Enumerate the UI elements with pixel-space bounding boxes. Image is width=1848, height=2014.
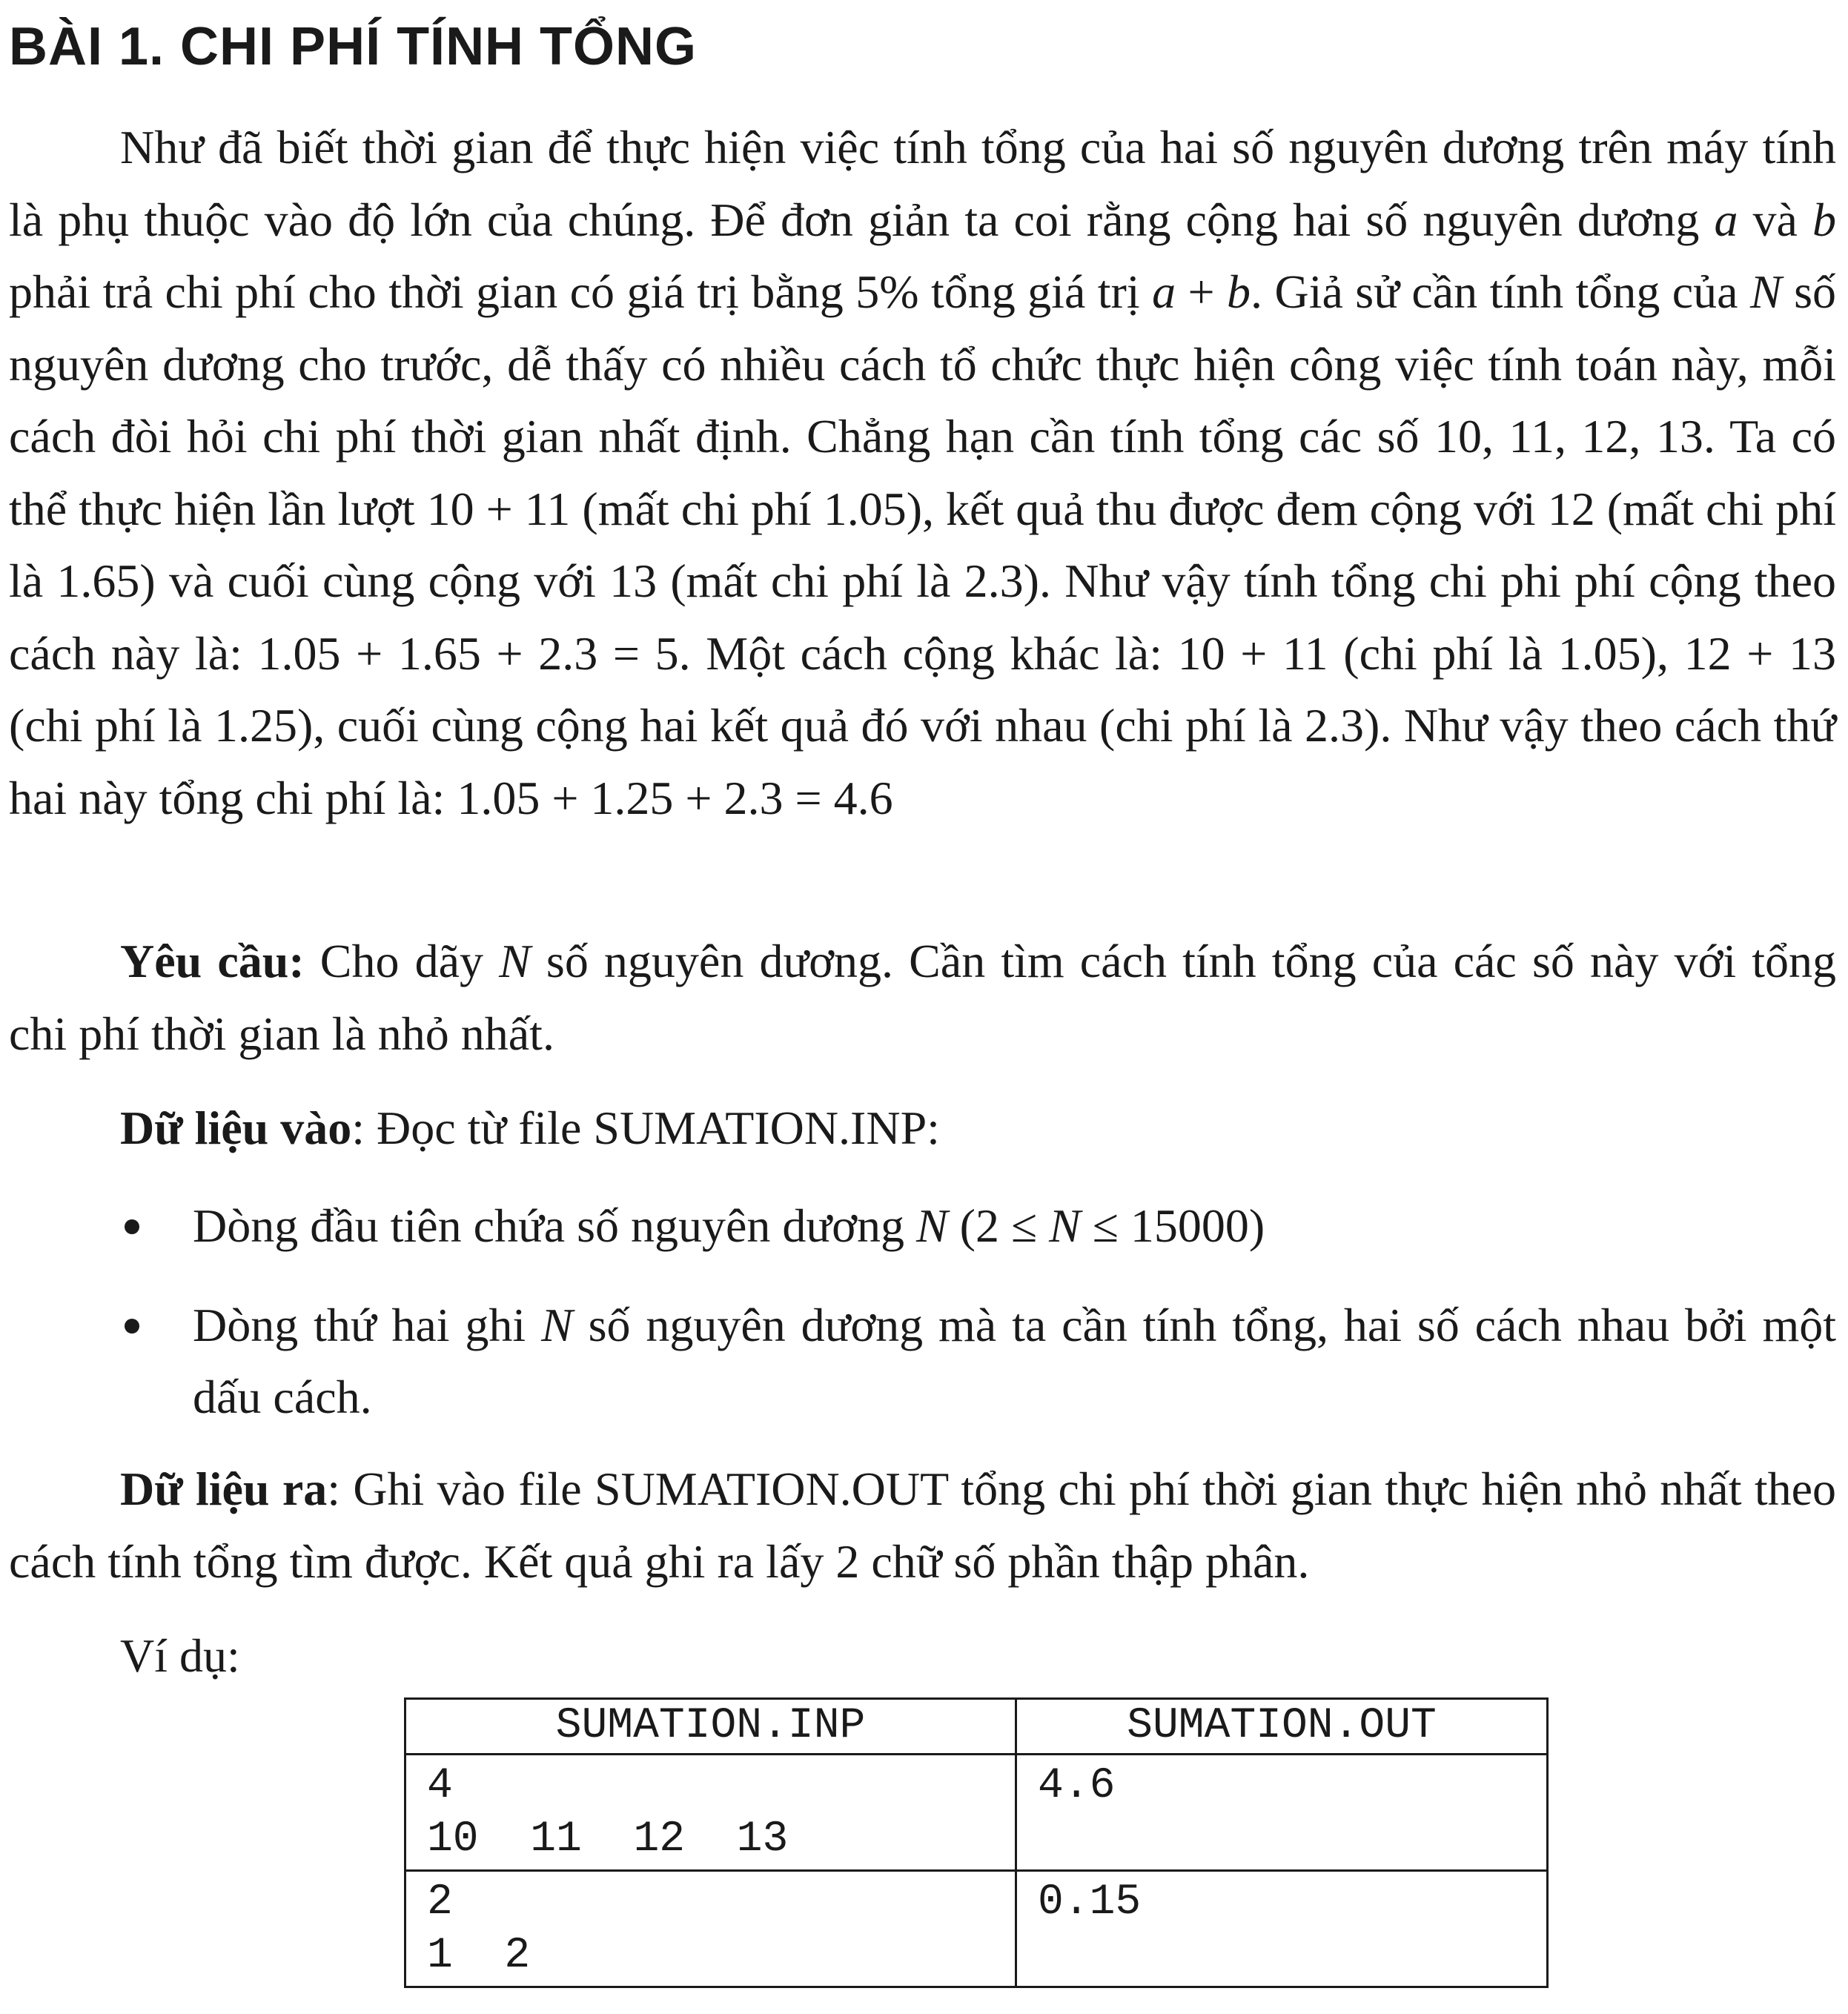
- problem-title: BÀI 1. CHI PHÍ TÍNH TỔNG: [9, 17, 698, 76]
- var-a: a: [1714, 193, 1738, 246]
- input-label: Dữ liệu vào: [120, 1102, 352, 1154]
- input-bullet-item: [111, 1190, 1836, 1262]
- bullet-text: (2 ≤: [947, 1199, 1050, 1252]
- example-table: [404, 1697, 1549, 1988]
- intro-text-3: phải trả chi phí cho thời gian có giá trị bằng 5% tổng giá trị: [9, 265, 1153, 318]
- table-row: [405, 1871, 1548, 1987]
- bullet-icon: [125, 1319, 139, 1334]
- output-text: : Ghi vào file SUMATION.OUT tổng chi phí thời gian thực hiện nhỏ nhất theo cách tính tổng tìm được. Kết quả ghi ra lấy 2 chữ số phần thập phân.: [9, 1463, 1837, 1588]
- intro-text-1: Như đã biết thời gian để thực hiện việc tính tổng của hai số nguyên dương trên máy tính là phụ thuộc vào độ lớn của chúng. Để đơn giản ta coi rằng cộng hai số nguyên dương: [9, 121, 1836, 246]
- intro-text-5: . Giả sử cần tính tổng của: [1251, 265, 1750, 318]
- table-header-output: SUMATION.OUT: [1016, 1699, 1548, 1755]
- example-label: Ví dụ:: [120, 1629, 240, 1682]
- table-cell-output: 0.15: [1016, 1871, 1548, 1987]
- bullet-text: số nguyên dương mà ta cần tính tổng, hai số cách nhau bởi một dấu cách.: [193, 1298, 1837, 1423]
- requirement-text-1: Cho dãy: [304, 935, 500, 987]
- table-header-row: [405, 1699, 1548, 1755]
- intro-paragraph: [9, 111, 1836, 834]
- intro-text-6: số nguyên dương cho trước, dễ thấy có nhiều cách tổ chức thực hiện công việc tính toán này, mỗi cách đòi hỏi chi phí thời gian nhất định. Chẳng hạn cần tính tổng các số 10, 11, 12, 13. Ta có thể thực hiện lần lượt 10 + 11 (mất chi phí 1.05), kết quả thu được đem cộng với 12 (mất chi phí là 1.65) và cuối cùng cộng với 13 (mất chi phí là 2.3). Như vậy tính tổng chi phi phí cộng theo cách này là: 1.05 + 1.65 + 2.3 = 5. Một cách cộng khác là: 10 + 11 (chi phí là 1.05), 12 + 13 (chi phí là 1.25), cuối cùng cộng hai kết quả đó với nhau (chi phí là 2.3). Như vậy theo cách thứ hai này tổng chi phí là: 1.05 + 1.25 + 2.3 = 4.6: [9, 265, 1837, 824]
- requirement-paragraph: [9, 925, 1836, 1070]
- var-b: b: [1812, 193, 1837, 246]
- bullet-text: ≤ 15000): [1080, 1199, 1265, 1252]
- intro-text-4: +: [1176, 265, 1228, 318]
- bullet-text: Dòng đầu tiên chứa số nguyên dương: [193, 1199, 916, 1252]
- intro-text-2: và: [1738, 193, 1813, 246]
- output-label: Dữ liệu ra: [120, 1463, 328, 1515]
- output-paragraph: [9, 1453, 1836, 1597]
- input-paragraph: [9, 1092, 1836, 1165]
- input-bullet-item: [111, 1289, 1836, 1434]
- requirement-var-n: N: [499, 935, 531, 987]
- table-cell-input: 4 10 11 12 13: [405, 1755, 1016, 1871]
- bullet-var-n: N: [1049, 1199, 1081, 1252]
- var-b-sum: b: [1227, 265, 1251, 318]
- requirement-text-2: số nguyên dương. Cần tìm cách tính tổng của các số này với tổng chi phí thời gian là nhỏ nhất.: [9, 935, 1837, 1060]
- table-row: [405, 1755, 1548, 1871]
- input-text: : Đọc từ file SUMATION.INP:: [351, 1102, 940, 1154]
- var-n: N: [1750, 265, 1782, 318]
- requirement-label: Yêu cầu:: [120, 935, 305, 987]
- bullet-var-n: N: [915, 1199, 948, 1252]
- table-cell-input: 2 1 2: [405, 1871, 1016, 1987]
- input-bullet-list: [111, 1190, 1836, 1460]
- var-a-sum: a: [1152, 265, 1176, 318]
- bullet-var-n: N: [541, 1298, 573, 1351]
- table-header-input: SUMATION.INP: [405, 1699, 1016, 1755]
- bullet-icon: [125, 1219, 139, 1234]
- bullet-text: Dòng thứ hai ghi: [193, 1298, 542, 1351]
- table-cell-output: 4.6: [1016, 1755, 1548, 1871]
